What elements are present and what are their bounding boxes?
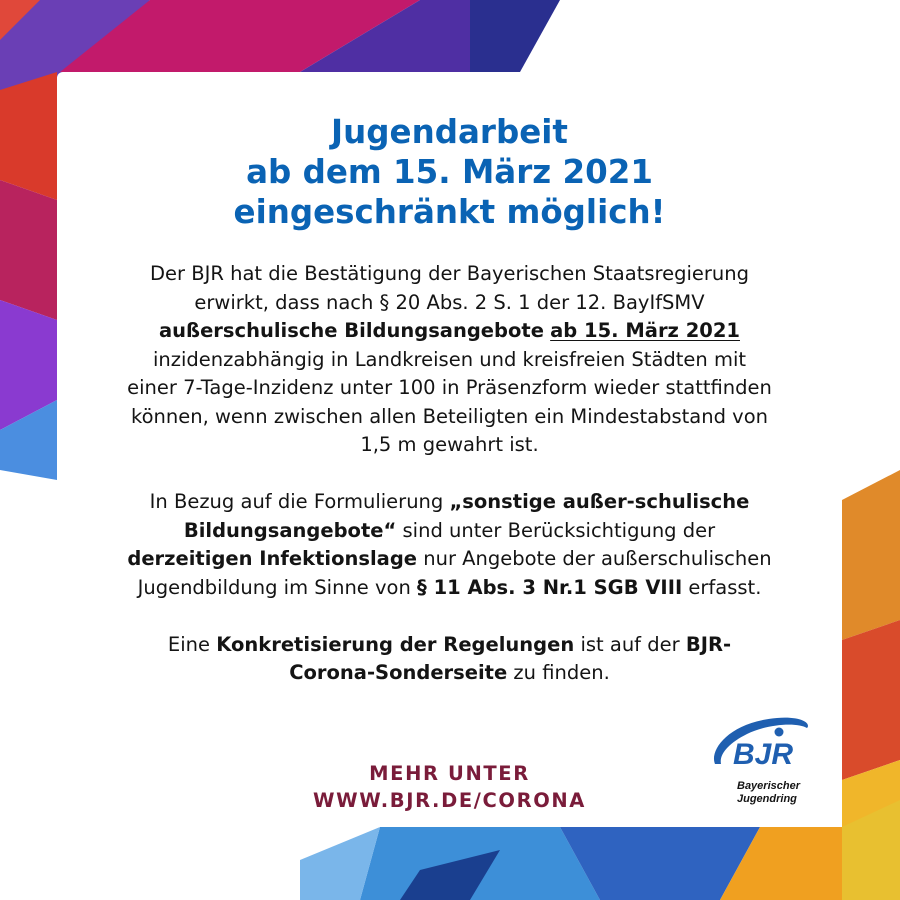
- logo-subtitle: [737, 780, 800, 806]
- paragraph-3-text-a: Eine: [167, 632, 217, 656]
- paragraph-2: [127, 488, 772, 602]
- more-info-line-1: MEHR UNTER: [369, 762, 530, 785]
- paragraph-1-text-a: Der BJR hat die Bestätigung der Bayerischen Staatsregierung erwirkt, dass nach § 20 Abs. 2 S. 1 der 12. BayIfSMV: [149, 262, 749, 314]
- paragraph-2-bold-d: derzeitigen Infektionslage: [127, 547, 418, 570]
- logo-line-2: Jugendring: [737, 793, 797, 805]
- paragraph-3-text-c: ist auf der: [574, 632, 686, 656]
- body-text: [127, 260, 772, 716]
- paragraph-2-text-c: sind unter Berücksichtigung der: [396, 518, 716, 542]
- paragraph-3-bold-b: Konkretisierung der Regelungen: [216, 632, 575, 656]
- paragraph-1: [127, 260, 772, 460]
- more-info-url[interactable]: WWW.BJR.DE/CORONA: [313, 789, 586, 812]
- paragraph-2-bold-b: „sonstige außer-schulische Bildungsangebote“: [183, 490, 750, 542]
- paragraph-2-text-g: erfasst.: [682, 575, 762, 599]
- paragraph-3-text-e: zu finden.: [507, 661, 610, 684]
- title-line-2: ab dem 15. März 2021: [246, 153, 653, 191]
- logo-line-1: Bayerischer: [737, 780, 800, 792]
- logo-letters: BJR: [733, 738, 794, 771]
- content-card: [57, 72, 842, 827]
- paragraph-2-text-a: In Bezug auf die Formulierung: [149, 490, 450, 513]
- bjr-logo-mark: [707, 712, 817, 782]
- bjr-logo: [707, 712, 817, 822]
- title-line-3: eingeschränkt möglich!: [233, 193, 666, 231]
- paragraph-1-date: ab 15. März 2021: [550, 319, 740, 342]
- paragraph-3-bold-d: BJR-Corona-Sonderseite: [289, 632, 732, 684]
- paragraph-1-text-e: inzidenzabhängig in Landkreisen und kreisfreien Städten mit einer 7-Tage-Inzidenz unter 100 in Präsenzform wieder stattfinden können, wenn zwischen allen Beteiligten ein Mindestabstand von 1,5 m gewahrt ist.: [127, 347, 772, 456]
- title-line-1: Jugendarbeit: [331, 113, 568, 151]
- paragraph-2-text-e: nur Angebote der außerschulischen Jugendbildung im Sinne von: [137, 547, 772, 599]
- paragraph-3: [127, 631, 772, 688]
- page-title: [57, 112, 842, 232]
- paragraph-2-bold-f: § 11 Abs. 3 Nr.1 SGB VIII: [417, 575, 683, 599]
- paragraph-1-bold-a: außerschulische Bildungsangebote: [159, 319, 544, 342]
